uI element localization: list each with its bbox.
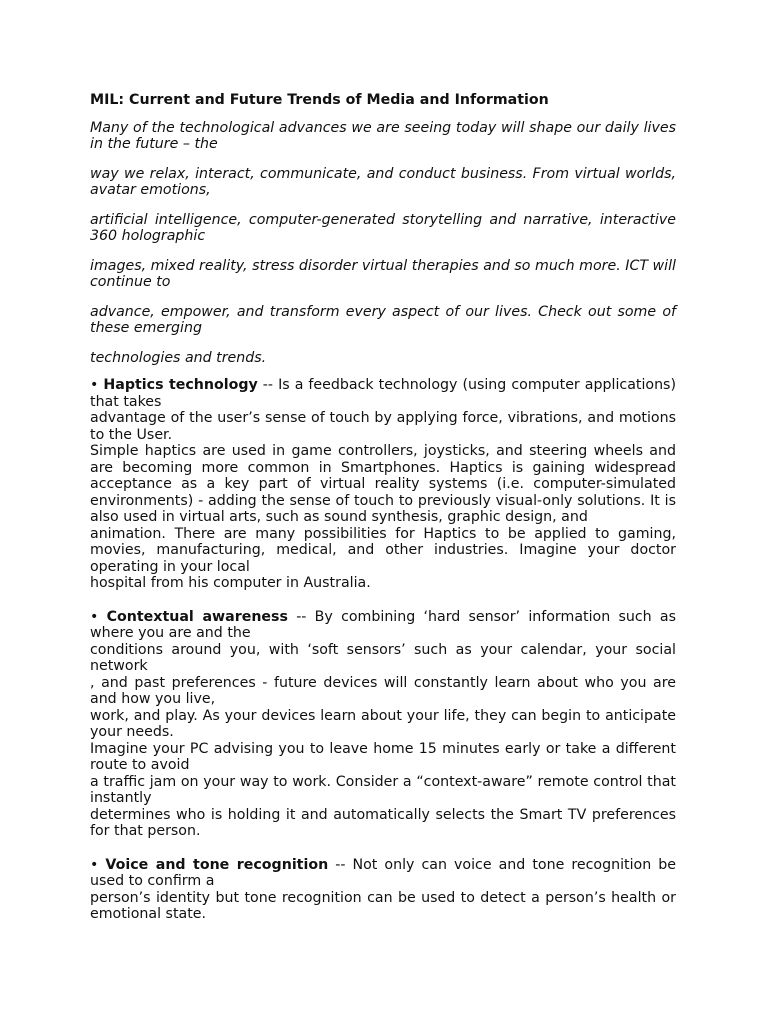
section-line: , and past preferences - future devices will constantly learn about who you are and how you live, bbox=[90, 674, 676, 707]
section-haptics-technology bbox=[90, 377, 676, 592]
section-first-line bbox=[90, 609, 676, 642]
section-voice-and-tone-recognition bbox=[90, 857, 676, 923]
section-line: work, and play. As your devices learn about your life, they can begin to anticipate your needs. bbox=[90, 707, 676, 740]
section-text: -- By combining ‘hard sensor’ information such as where you are and the bbox=[90, 608, 676, 641]
section-line: advantage of the user’s sense of touch by applying force, vibrations, and motions to the User. bbox=[90, 410, 676, 443]
intro-line: Many of the technological advances we are seeing today will shape our daily lives in the future – the bbox=[90, 119, 676, 152]
section-text: -- Not only can voice and tone recognition be used to confirm a bbox=[90, 856, 676, 889]
section-heading: Contextual awareness bbox=[106, 608, 288, 625]
section-line: a traffic jam on your way to work. Consider a “context-aware” remote control that instantly bbox=[90, 773, 676, 806]
section-line: conditions around you, with ‘soft sensors’ such as your calendar, your social network bbox=[90, 641, 676, 674]
section-heading: Haptics technology bbox=[103, 377, 258, 393]
bullet: • bbox=[90, 377, 104, 393]
section-first-line bbox=[90, 377, 676, 410]
section-line: hospital from his computer in Australia. bbox=[90, 575, 371, 591]
bullet: • bbox=[90, 856, 106, 873]
document-title: MIL: Current and Future Trends of Media and Information bbox=[90, 92, 549, 108]
section-first-line bbox=[90, 857, 676, 890]
intro-line: way we relax, interact, communicate, and conduct business. From virtual worlds, avatar emotions, bbox=[90, 165, 676, 198]
section-line: person’s identity but tone recognition can be used to detect a person’s health or emotional state. bbox=[90, 889, 676, 922]
intro-line: artificial intelligence, computer-generated storytelling and narrative, interactive 360 holographic bbox=[90, 211, 676, 244]
intro-line: technologies and trends. bbox=[90, 349, 267, 366]
bullet: • bbox=[90, 608, 107, 625]
section-line: determines who is holding it and automatically selects the Smart TV preferences for that person. bbox=[90, 806, 676, 839]
section-text: -- Is a feedback technology (using computer applications) that takes bbox=[90, 377, 676, 410]
document-body bbox=[90, 92, 676, 940]
intro-line: advance, empower, and transform every aspect of our lives. Check out some of these emerging bbox=[90, 303, 676, 336]
section-line: Imagine your PC advising you to leave home 15 minutes early or take a different route to avoid bbox=[90, 740, 676, 773]
section-line: animation. There are many possibilities for Haptics to be applied to gaming, movies, manufacturing, medical, and other industries. Imagine your doctor operating in your local bbox=[90, 525, 676, 575]
section-line: Simple haptics are used in game controllers, joysticks, and steering wheels and are becoming more common in Smartphones. Haptics is gaining widespread acceptance as a key part of virtual reality systems (i.e. computer-simulated environments) - adding the sense of touch to previously visual-only solutions. It is also used in virtual arts, such as sound synthesis, graphic design, and bbox=[90, 443, 676, 525]
section-contextual-awareness bbox=[90, 609, 676, 840]
section-heading: Voice and tone recognition bbox=[105, 856, 329, 873]
intro-paragraphs bbox=[90, 120, 676, 367]
intro-line: images, mixed reality, stress disorder virtual therapies and so much more. ICT will continue to bbox=[90, 257, 676, 290]
